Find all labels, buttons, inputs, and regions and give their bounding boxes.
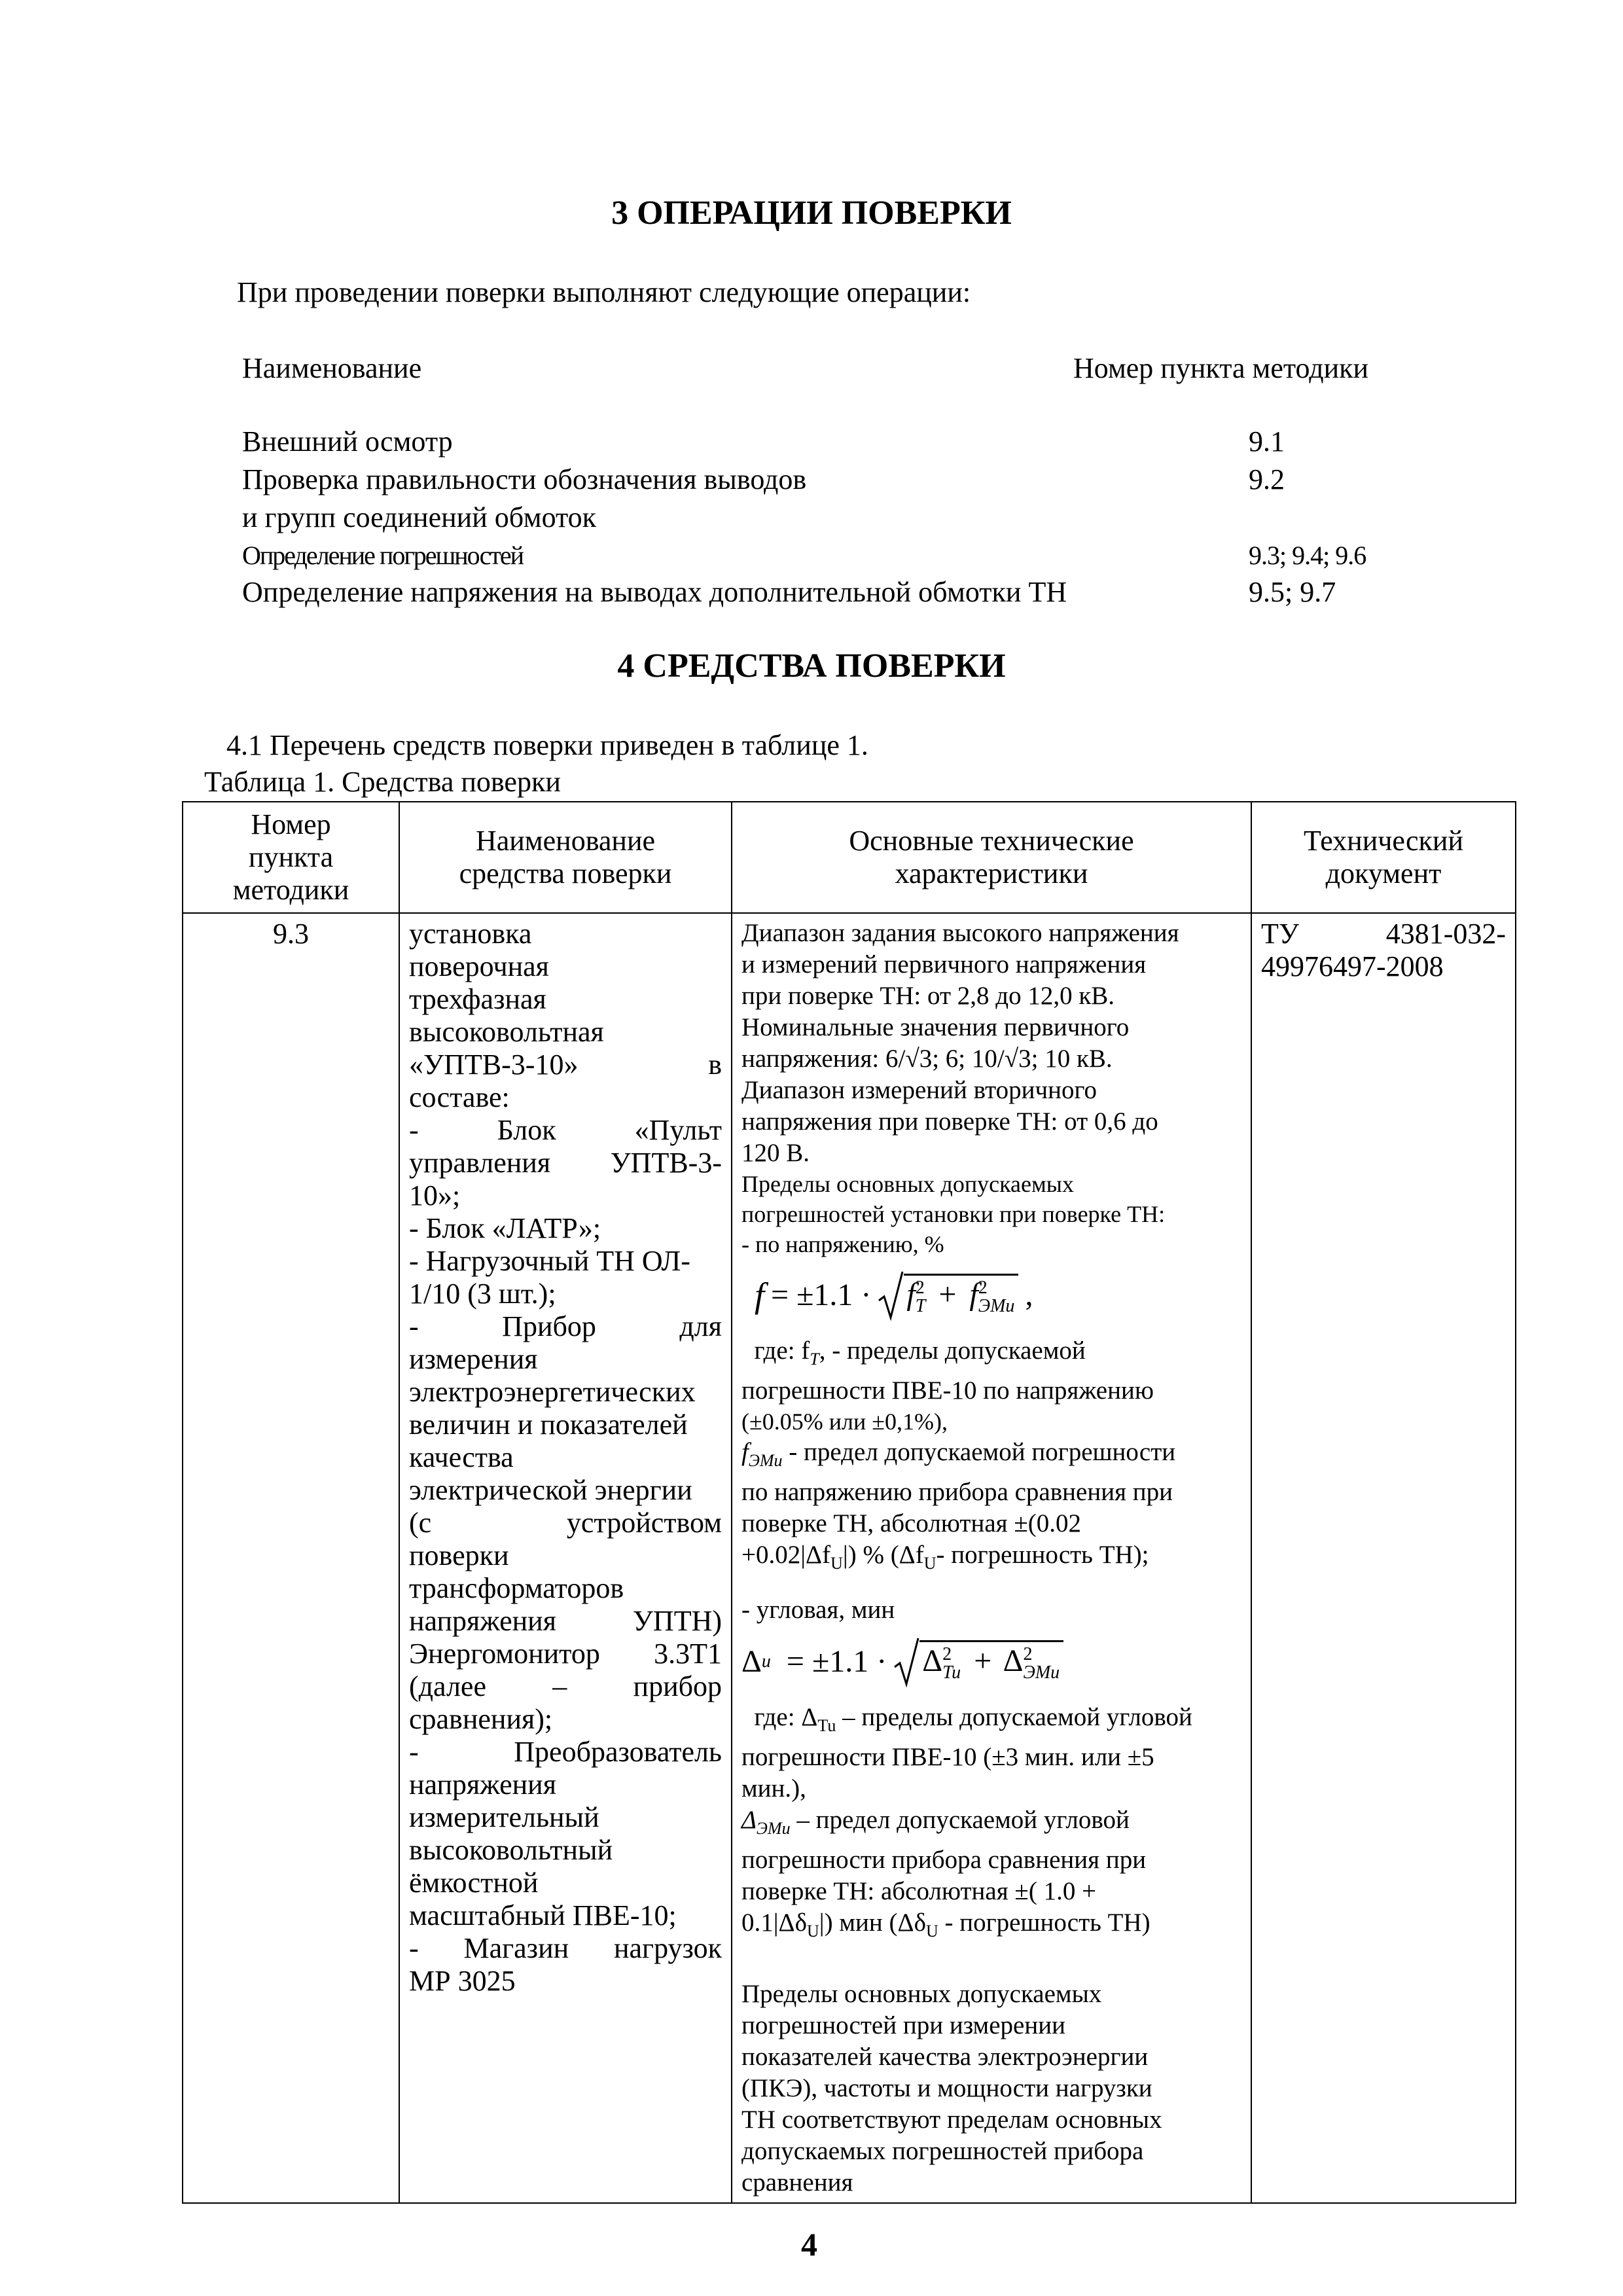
name-line: электроэнергетических <box>409 1376 696 1408</box>
section3-intro: При проведении поверки выполняют следующие операции: <box>237 276 971 308</box>
name-line <box>409 1932 722 1965</box>
op-num: 9.1 <box>1249 425 1285 457</box>
chars-line: Пределы основных допускаемых <box>741 1979 1102 2008</box>
header-text: средства поверки <box>459 857 672 889</box>
angular-error-formula <box>741 1632 1241 1691</box>
name-line: трехфазная <box>409 983 546 1015</box>
chars-line: - по напряжению, % <box>741 1231 944 1257</box>
cell-chars <box>732 913 1251 2203</box>
name-line: измерения <box>409 1343 538 1375</box>
formula-sub: ЭMu <box>978 1295 1015 1316</box>
chars-line <box>741 1804 1241 1844</box>
name-line: трансформаторов <box>409 1572 624 1604</box>
text: Δ <box>741 1806 757 1835</box>
name-line <box>409 1049 722 1081</box>
name-line <box>409 1736 722 1768</box>
name-word: устройством <box>566 1507 722 1539</box>
page-number: 4 <box>801 2226 817 2263</box>
chars-line: ТН соответствуют пределам основных <box>741 2105 1162 2134</box>
formula-symbol: Δ <box>1003 1643 1024 1679</box>
chars-line: погрешности ПВЕ-10 по напряжению <box>741 1376 1154 1405</box>
spacer <box>741 1579 1241 1594</box>
cell-num <box>183 913 399 2203</box>
chars-line <box>741 1335 1241 1375</box>
spacer <box>741 1947 1241 1979</box>
chars-line: погрешностей при измерении <box>741 2011 1065 2039</box>
text: U <box>923 1553 936 1573</box>
name-word: нагрузок <box>613 1932 722 1964</box>
name-word: напряжения <box>409 1605 556 1637</box>
name-line: высоковольтная <box>409 1016 604 1048</box>
voltage-error-formula <box>755 1266 1241 1325</box>
op-name: Определение погрешностей <box>242 541 524 570</box>
op-num: 9.5; 9.7 <box>1249 576 1336 608</box>
name-word: Преобразователь <box>514 1736 722 1768</box>
table-row <box>183 913 1516 2203</box>
name-line <box>409 1605 722 1638</box>
chars-line <box>741 1907 1241 1947</box>
cell-doc <box>1251 913 1516 2203</box>
op-name-cont: и групп соединений обмоток <box>242 501 597 533</box>
formula-symbol: Δ <box>741 1644 762 1679</box>
chars-line: напряжения при поверке ТН: от 0,6 до <box>741 1107 1158 1136</box>
name-line <box>409 1310 722 1343</box>
header-text: Основные технические <box>849 825 1134 857</box>
op-num: 9.3; 9.4; 9.6 <box>1249 541 1366 570</box>
radicand <box>904 1274 1018 1316</box>
name-line: - Блок «ЛАТР»; <box>409 1212 601 1244</box>
chars-line: Диапазон задания высокого напряжения <box>741 919 1179 947</box>
formula-sup: 2 <box>1023 1644 1033 1665</box>
op-num: 9.2 <box>1249 463 1285 495</box>
doc-line: 49976497-2008 <box>1261 950 1444 982</box>
text: U <box>925 1921 938 1941</box>
chars-line: погрешности прибора сравнения при <box>741 1845 1147 1874</box>
table-header-row <box>183 802 1516 913</box>
name-line: качества <box>409 1441 514 1473</box>
doc-word: ТУ <box>1261 918 1300 950</box>
name-word: для <box>679 1310 722 1342</box>
chars-line: 120 В. <box>741 1139 810 1167</box>
name-word: УПТН) <box>632 1605 722 1637</box>
header-chars <box>732 802 1251 913</box>
doc-word: 4381-032- <box>1385 918 1506 950</box>
name-line: 1/10 (3 шт.); <box>409 1278 556 1310</box>
name-word: прибор <box>633 1670 722 1702</box>
chars-line: по напряжению прибора сравнения при <box>741 1477 1173 1506</box>
header-text: Технический <box>1304 825 1463 857</box>
chars-line: и измерений первичного напряжения <box>741 950 1147 978</box>
name-word: «Пульт <box>634 1114 722 1146</box>
cell-name <box>399 913 732 2203</box>
formula-symbol: f <box>969 1277 978 1312</box>
name-word: - <box>409 1932 419 1964</box>
text: – пределы допускаемой угловой <box>836 1703 1192 1732</box>
name-line: высоковольтный <box>409 1834 613 1866</box>
ops-header-num: Номер пункта методики <box>1073 352 1369 384</box>
header-num <box>183 802 399 913</box>
text: |) мин (Δδ <box>819 1908 926 1937</box>
formula-text: , <box>1025 1278 1033 1312</box>
formula-symbol: Δ <box>922 1643 943 1679</box>
header-text: пункта <box>248 841 334 873</box>
name-word: Прибор <box>502 1310 596 1342</box>
table-caption: Таблица 1. Средства поверки <box>204 766 561 798</box>
formula-sub: ЭMu <box>1023 1662 1060 1683</box>
header-text: Номер <box>251 808 331 840</box>
name-line <box>409 1638 722 1670</box>
name-word: в <box>708 1049 722 1081</box>
text: – предел допускаемой угловой <box>790 1806 1130 1835</box>
formula-symbol: f <box>906 1277 916 1312</box>
chars-line: погрешности ПВЕ-10 (±3 мин. или ±5 <box>741 1743 1154 1772</box>
name-word: управления <box>409 1147 551 1179</box>
name-line: МР 3025 <box>409 1965 516 1997</box>
section4-title: 4 СРЕДСТВА ПОВЕРКИ <box>617 647 1006 685</box>
name-word: Энергомонитор <box>409 1638 600 1670</box>
doc-line <box>1261 918 1506 950</box>
chars-line: мин.), <box>741 1774 806 1803</box>
formula-text: = ±1.1 · <box>786 1644 887 1679</box>
op-name: Определение напряжения на выводах дополнительной обмотки ТН <box>242 576 1067 608</box>
formula-sup: 2 <box>915 1277 925 1298</box>
name-word: – <box>552 1670 567 1702</box>
name-word: «УПТВ-3-10» <box>409 1049 579 1081</box>
name-word: Блок <box>497 1114 556 1146</box>
name-word: Магазин <box>463 1932 569 1964</box>
radicand <box>919 1640 1063 1682</box>
text: U <box>830 1553 843 1573</box>
text: - предел допускаемой погрешности <box>782 1437 1176 1466</box>
text: 0.1|Δδ <box>741 1908 808 1937</box>
formula-sup: 2 <box>942 1644 952 1665</box>
name-line: напряжения <box>409 1768 556 1801</box>
name-word: УПТВ-3- <box>610 1147 722 1179</box>
chars-line <box>741 1539 1241 1579</box>
text: |) % (Δf <box>842 1540 924 1569</box>
header-text: Наименование <box>475 825 656 857</box>
name-line: сравнения); <box>409 1703 553 1735</box>
name-line: установка <box>409 918 532 950</box>
section4-para: 4.1 Перечень средств поверки приведен в таблице 1. <box>226 729 868 761</box>
chars-line: Пределы основных допускаемых <box>741 1171 1074 1197</box>
op-name: Внешний осмотр <box>242 425 453 457</box>
chars-line: Диапазон измерений вторичного <box>741 1076 1097 1104</box>
chars-line <box>741 1702 1241 1742</box>
name-line <box>409 1147 722 1179</box>
formula-text: = ±1.1 · <box>771 1278 872 1312</box>
chars-line <box>741 1437 1241 1477</box>
chars-line: при поверке ТН: от 2,8 до 12,0 кВ. <box>741 982 1115 1010</box>
text: Tu <box>817 1716 836 1736</box>
name-word: - <box>409 1114 419 1146</box>
method-item-number: 9.3 <box>273 918 309 950</box>
name-line: составе: <box>409 1081 510 1113</box>
text: ЭMu <box>748 1450 783 1470</box>
name-line <box>409 1670 722 1703</box>
formula-sup: 2 <box>978 1277 988 1298</box>
chars-line: - угловая, мин <box>741 1596 895 1624</box>
name-line: величин и показателей <box>409 1408 688 1441</box>
formula-symbol: f <box>755 1276 765 1315</box>
header-name <box>399 802 732 913</box>
chars-line: поверке ТН: абсолютная ±( 1.0 + <box>741 1876 1097 1905</box>
chars-line: (ПКЭ), частоты и мощности нагрузки <box>741 2073 1152 2102</box>
header-text: характеристики <box>895 857 1088 889</box>
text: ЭMu <box>756 1818 791 1838</box>
name-word: - <box>409 1310 419 1342</box>
text: где: Δ <box>754 1703 818 1732</box>
text: - погрешность ТН) <box>938 1908 1150 1937</box>
name-line: электрической энергии <box>409 1474 692 1506</box>
name-word: (далее <box>409 1670 486 1702</box>
sqrt-icon <box>878 1269 904 1321</box>
chars-line: погрешностей установки при поверке ТН: <box>741 1201 1166 1227</box>
sqrt-icon <box>893 1636 919 1688</box>
text: f <box>741 1437 749 1466</box>
chars-line: поверке ТН, абсолютная ±(0.02 <box>741 1509 1081 1537</box>
ops-header-name: Наименование <box>242 352 422 384</box>
formula-sub: u <box>761 1651 771 1672</box>
name-line: поверки <box>409 1539 509 1571</box>
name-word: 3.3Т1 <box>654 1638 722 1670</box>
name-line: масштабный ПВЕ-10; <box>409 1899 677 1931</box>
text: T <box>810 1349 819 1369</box>
op-name: Проверка правильности обозначения выводов <box>242 463 807 495</box>
text: где: f <box>754 1336 810 1365</box>
text: U <box>807 1921 819 1941</box>
header-text: документ <box>1325 857 1442 889</box>
chars-line: (±0.05% или ±0,1%), <box>741 1408 948 1435</box>
section3-title: 3 ОПЕРАЦИИ ПОВЕРКИ <box>611 194 1012 232</box>
formula-sub: Tu <box>942 1662 961 1683</box>
name-line: ёмкостной <box>409 1867 539 1899</box>
chars-line: напряжения: 6/√3; 6; 10/√3; 10 кВ. <box>741 1045 1113 1073</box>
text: , - пределы допускаемой <box>819 1336 1086 1365</box>
chars-line: допускаемых погрешностей прибора <box>741 2136 1144 2165</box>
chars-line: Номинальные значения первичного <box>741 1013 1130 1041</box>
name-line <box>409 1114 722 1147</box>
plus-sign: + <box>938 1277 957 1312</box>
header-text: методики <box>232 874 349 906</box>
name-line: 10»; <box>409 1179 461 1211</box>
formula-sub: T <box>915 1295 926 1316</box>
name-line: - Нагрузочный ТН ОЛ- <box>409 1245 690 1277</box>
name-word: (с <box>409 1507 432 1539</box>
text: +0.02|Δf <box>741 1540 831 1569</box>
chars-line: сравнения <box>741 2168 853 2197</box>
text: - погрешность ТН); <box>936 1540 1149 1569</box>
verification-tools-table <box>182 801 1516 2204</box>
name-line <box>409 1507 722 1539</box>
name-line: поверочная <box>409 950 549 982</box>
plus-sign: + <box>974 1643 992 1679</box>
chars-line: показателей качества электроэнергии <box>741 2042 1149 2071</box>
name-word: - <box>409 1736 419 1768</box>
header-doc <box>1251 802 1516 913</box>
name-line: измерительный <box>409 1801 599 1833</box>
